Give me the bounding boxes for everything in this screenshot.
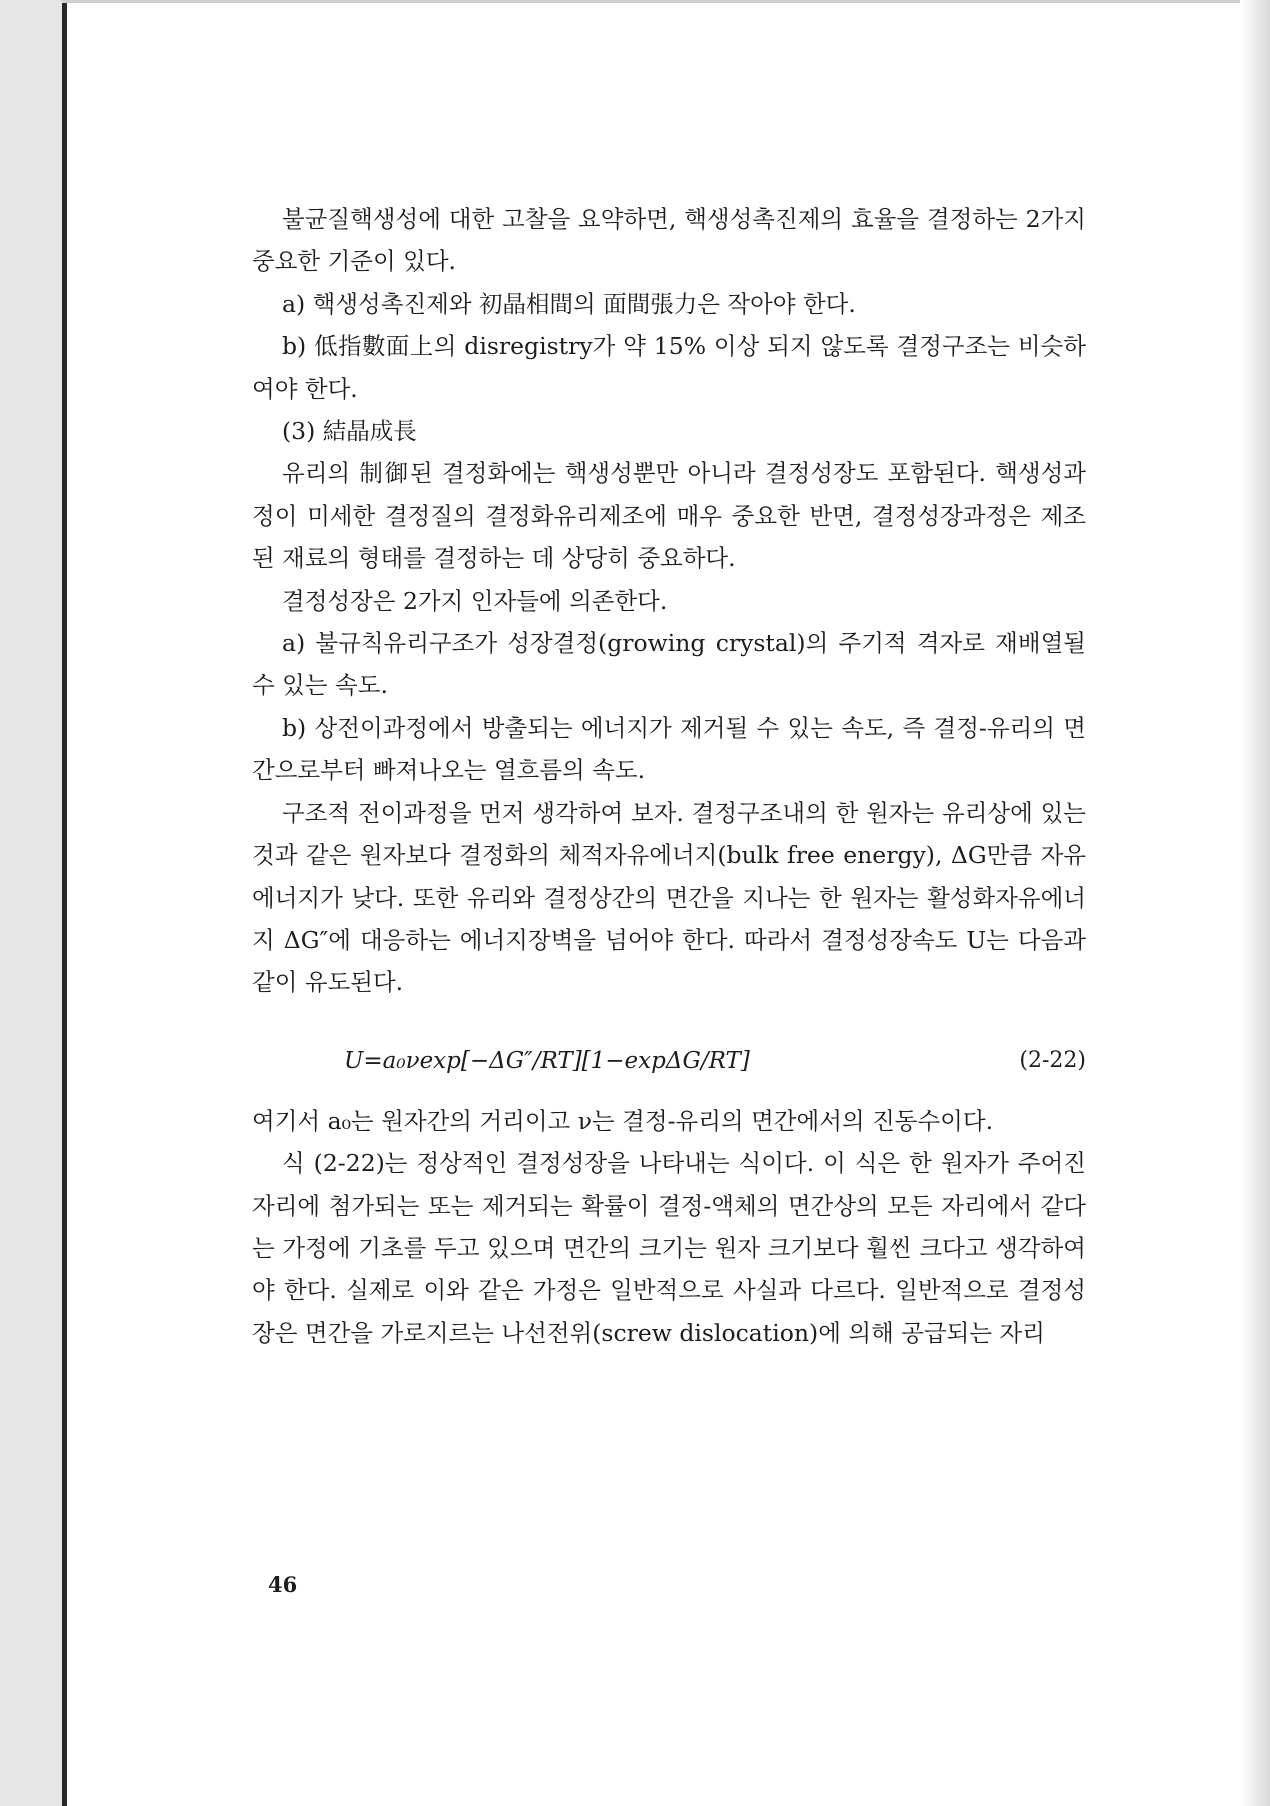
criterion-a: a) 핵생성촉진제와 初晶相間의 面間張力은 작아야 한다. (282, 289, 856, 318)
paragraph-crystal-growth: 유리의 制御된 결정화에는 핵생성뿐만 아니라 결정성장도 포함된다. 핵생성과정이 미세한 결정질의 결정화유리제조에 매우 중요한 반면, 결정성장과정은 제조된 재료의 형태를 결정하는 데 상당히 중요하다. (252, 459, 1086, 573)
page-top-edge (62, 0, 1258, 3)
paragraph-normal-growth: 식 (2-22)는 정상적인 결정성장을 나타내는 식이다. 이 식은 한 원자가 주어진 자리에 첨가되는 또는 제거되는 확률이 결정-액체의 면간상의 모든 자리에서 같다는 가정에 기초를 두고 있으며 면간의 크기는 원자 크기보다 훨씬 크다고 생각하여야 한다. 실제로 이와 같은 가정은 일반적으로 사실과 다르다. 일반적으로 결정성장은 면간을 가로지르는 나선전위(screw dislocation)에 의해 공급되는 자리 (252, 1149, 1086, 1347)
paragraph-where: 여기서 a₀는 원자간의 거리이고 ν는 결정-유리의 면간에서의 진동수이다. (252, 1106, 994, 1135)
body-text (252, 198, 1086, 1354)
section-heading: (3) 結晶成長 (282, 417, 417, 446)
criterion-b: b) 低指數面上의 disregistry가 약 15% 이상 되지 않도록 결정구조는 비슷하여야 한다. (252, 332, 1086, 403)
page-number: 46 (268, 1572, 298, 1597)
page-edge-shadow (1240, 0, 1270, 1806)
equation-row (252, 1022, 1086, 1100)
growth-rate-formula: U=a₀νexp[−ΔG″/RT][1−expΔG/RT] (344, 1047, 750, 1074)
paragraph-structural-transition: 구조적 전이과정을 먼저 생각하여 보자. 결정구조내의 한 원자는 유리상에 있는 것과 같은 원자보다 결정화의 체적자유에너지(bulk free energy), ΔG만큼 자유에너지가 낮다. 또한 유리와 결정상간의 면간을 지나는 한 원자는 활성화자유에너지 ΔG″에 대응하는 에너지장벽을 넘어야 한다. 따라서 결정성장속도 U는 다음과 같이 유도된다. (252, 798, 1086, 997)
paragraph-factors: 결정성장은 2가지 인자들에 의존한다. (282, 586, 668, 615)
factor-b: b) 상전이과정에서 방출되는 에너지가 제거될 수 있는 속도, 즉 결정-유리의 면간으로부터 빠져나오는 열흐름의 속도. (252, 713, 1086, 785)
factor-a: a) 불규칙유리구조가 성장결정(growing crystal)의 주기적 격자로 재배열될 수 있는 속도. (252, 629, 1086, 700)
equation-number: (2-22) (1019, 1047, 1086, 1073)
paragraph-summary: 불균질핵생성에 대한 고찰을 요약하면, 핵생성촉진제의 효율을 결정하는 2가지 중요한 기준이 있다. (252, 205, 1086, 276)
